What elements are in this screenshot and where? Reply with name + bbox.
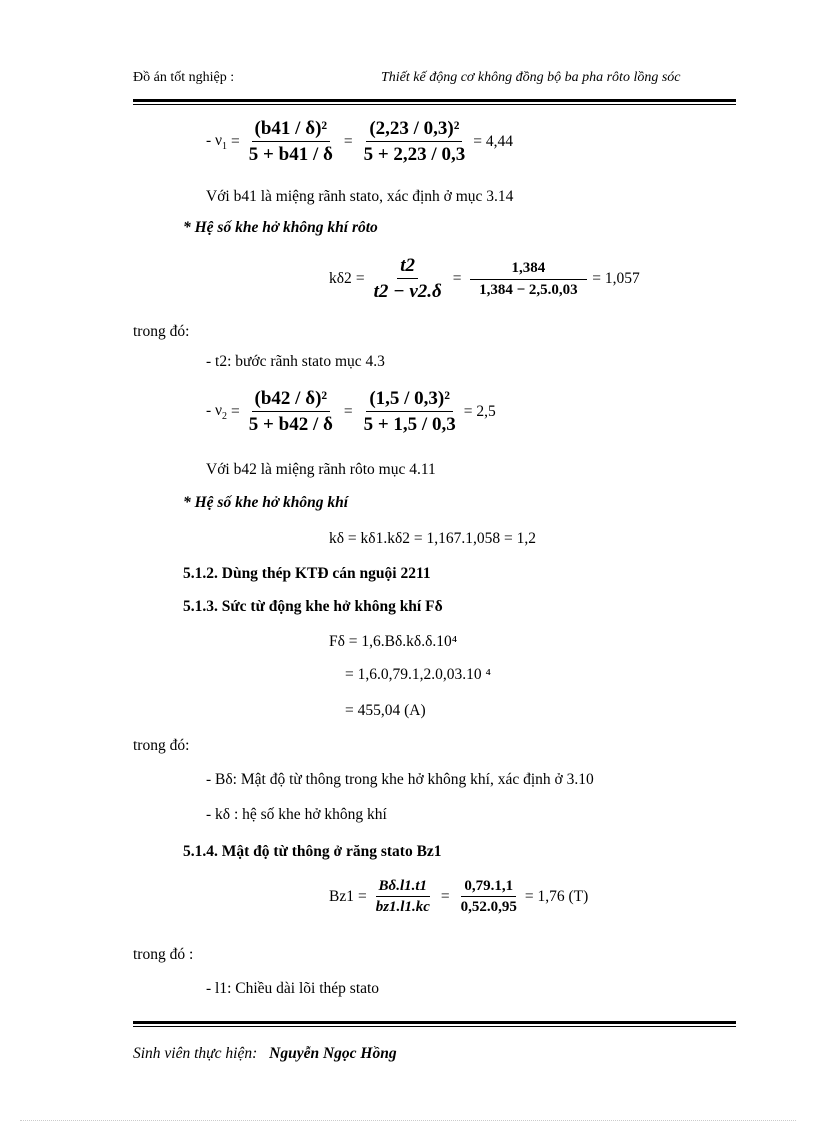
bz1-label: Bz1 (329, 888, 354, 905)
section-5-1-2: 5.1.2. Dùng thép KTĐ cán nguội 2211 (183, 565, 431, 582)
trong-do-3: trong đó : (133, 946, 194, 963)
fd-line-3: = 455,04 (A) (345, 702, 426, 719)
nu1-f2-num: (2,23 / 0,3)² (366, 118, 462, 142)
section-5-1-4: 5.1.4. Mật độ từ thông ở răng stato Bz1 (183, 843, 442, 860)
header-rule-thin (133, 104, 736, 105)
section-5-1-3: 5.1.3. Sức từ động khe hở không khí Fδ (183, 598, 443, 615)
kd2-fraction-numeric (470, 260, 588, 299)
nu1-fraction-numeric (361, 118, 469, 166)
fd-line-1: Fδ = 1,6.Bδ.kδ.δ.10⁴ (329, 633, 458, 650)
nu2-formula: - $\nu_2$ = $\frac{\text{(b42 / δ)²}}{5 + b42 / \delta}$ = $\frac{\text{(1,5 / 0,3)²}}{5 + 1,5 / 0,3}$ = 2,5 (206, 388, 496, 435)
header-right: Thiết kế động cơ không đồng bộ ba pha rôto lồng sóc (381, 70, 681, 85)
kd2-formula: kδ2 = $\frac{t2}{t2 - \nu 2.\delta}$ = $\frac{1,384}{1,384 - 2,5.0,03}$ = 1,057 (329, 255, 640, 302)
kd2-f1-num: t2 (397, 255, 418, 279)
bz1-result: = 1,76 (T) (524, 888, 589, 905)
bz1-fraction-numeric (458, 878, 520, 916)
header-left: Đồ án tốt nghiệp : (133, 70, 235, 85)
bz1-formula: Bz1 = $\frac{B\delta.l1.t1}{bz1.l1.kc}$ = $\frac{0,79.1,1}{0,52.0,95}$ = 1,76 (T) (329, 878, 589, 915)
nu1-f2-den: 5 + 2,23 / 0,3 (363, 144, 466, 165)
footer-rule-thick (133, 1021, 736, 1024)
nu2-f2-num: (1,5 / 0,3)² (366, 388, 453, 412)
bz1-f2-num: 0,79.1,1 (461, 878, 516, 897)
trong-do-1: trong đó: (133, 323, 190, 340)
bd-note: - Bδ: Mật độ từ thông trong khe hở không khí, xác định ở 3.10 (206, 771, 594, 788)
t2-note: - t2: bước rãnh stato mục 4.3 (206, 353, 385, 370)
bz1-fraction-symbolic (373, 878, 433, 916)
kd2-label: kδ2 (329, 270, 352, 287)
nu1-f1-den: 5 + b41 / δ (248, 144, 333, 165)
kd2-f2-den: 1,384 − 2,5.0,03 (479, 281, 578, 298)
nu2-eq: = (231, 403, 240, 420)
nu2-prefix: - $\nu_2$ (206, 401, 228, 423)
nu2-result: = 2,5 (463, 403, 496, 420)
footer-rule-thin (133, 1026, 736, 1027)
nu2-f2-den: 5 + 1,5 / 0,3 (363, 414, 456, 435)
bz1-eq: = (357, 888, 367, 905)
nu2-f1-num: (b42 / δ)² (252, 388, 331, 412)
header-rule-thick (133, 99, 736, 102)
nu2-fraction-symbolic (246, 388, 336, 436)
nu2-fraction-numeric (361, 388, 459, 436)
kd2-eq: = (355, 270, 365, 287)
kd-note: - kδ : hệ số khe hở không khí (206, 806, 387, 823)
kd2-result: = 1,057 (592, 270, 640, 287)
l1-note: - l1: Chiều dài lõi thép stato (206, 980, 380, 997)
nu2-f1-den: 5 + b42 / δ (248, 414, 333, 435)
bz1-f2-den: 0,52.0,95 (460, 899, 517, 915)
nu1-eq: = (231, 133, 240, 150)
nu1-f1-num: (b41 / δ)² (252, 118, 331, 142)
page-bottom-dotted-line (20, 1120, 796, 1121)
note-b41: Với b41 là miệng rãnh stato, xác định ở mục 3.14 (206, 188, 514, 205)
heading-air-gap: * Hệ số khe hở không khí (183, 494, 349, 511)
bz1-f1-den: bz1.l1.kc (375, 899, 430, 915)
nu1-prefix: - $\nu_1$ (206, 131, 228, 153)
trong-do-2: trong đó: (133, 737, 190, 754)
footer-name: Nguyễn Ngọc Hồng (269, 1045, 397, 1062)
heading-rotor-air-gap: * Hệ số khe hở không khí rôto (183, 219, 378, 236)
bz1-f1-num: Bδ.l1.t1 (376, 878, 431, 897)
note-b42: Với b42 là miệng rãnh rôto mục 4.11 (206, 461, 436, 478)
kd-equation: kδ = kδ1.kδ2 = 1,167.1,058 = 1,2 (329, 530, 537, 547)
kd2-fraction-symbolic (371, 255, 445, 303)
kd2-f2-num: 1,384 (470, 260, 588, 280)
nu1-result: = 4,44 (473, 133, 513, 150)
footer-label: Sinh viên thực hiện: (133, 1045, 258, 1062)
fd-line-2: = 1,6.0,79.1,2.0,03.10 ⁴ (345, 666, 491, 683)
kd2-f1-den: t2 − ν2.δ (373, 281, 442, 302)
nu1-formula: - $\nu_1$ = $\frac{\text{(b41 / δ)²}}{5 + b41 / \delta}$ = $\frac{\text{(2,23 / 0,3)²}}{5 + 2,23 / 0,3}$ = 4,44 (206, 118, 513, 165)
footer (133, 1045, 397, 1063)
nu1-fraction-symbolic (246, 118, 336, 166)
